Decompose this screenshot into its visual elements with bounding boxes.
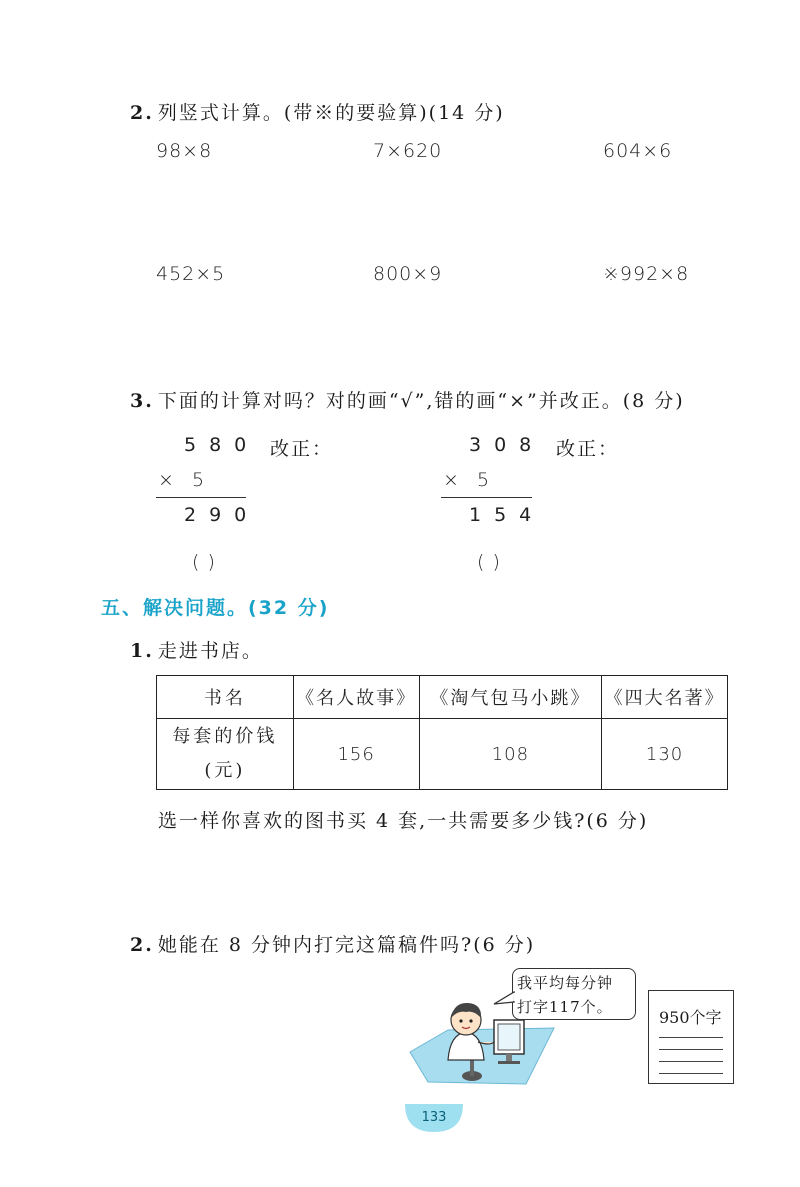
right-result: 154 <box>469 504 545 526</box>
left-answer-paren[interactable]: ( ) <box>192 551 216 573</box>
page-number: 133 <box>421 1110 447 1125</box>
left-top-number: 580 <box>184 434 260 456</box>
q2-title: 2. 列竖式计算。(带※的要验算)(14 分) <box>130 102 505 124</box>
left-calc-line <box>156 497 246 498</box>
right-top-number: 308 <box>469 434 545 456</box>
expr-800x9: 800×9 <box>373 263 443 285</box>
book-name-cell: 《淘气包马小跳》 <box>419 676 602 719</box>
bubble-tail <box>492 988 516 1010</box>
expr-604x6: 604×6 <box>603 140 673 162</box>
right-answer-paren[interactable]: ( ) <box>477 551 501 573</box>
price-label-cell <box>157 719 294 790</box>
book-price-table <box>156 675 728 790</box>
p1-title: 1. 走进书店。 <box>130 640 263 662</box>
expr-452x5: 452×5 <box>156 263 226 285</box>
book-name-cell: 《名人故事》 <box>293 676 419 719</box>
table-row <box>157 676 728 719</box>
price-label-line1: 每套的价钱 <box>172 726 278 747</box>
page-number-badge <box>405 1104 463 1134</box>
left-fix-label: 改正： <box>270 438 334 460</box>
price-cell: 156 <box>293 719 419 790</box>
table-row <box>157 719 728 790</box>
bubble-line2: 打字117个。 <box>517 998 613 1016</box>
section-5-title: 五、解决问题。(32 分) <box>101 597 330 619</box>
bubble-line1: 我平均每分钟 <box>517 974 614 992</box>
expr-7x620: 7×620 <box>373 140 443 162</box>
book-name-cell: 《四大名著》 <box>602 676 728 719</box>
p2-title: 2. 她能在 8 分钟内打完这篇稿件吗?(6 分) <box>130 934 536 956</box>
expr-98x8: 98×8 <box>156 140 213 162</box>
note-word-count: 950个字 <box>659 1008 722 1027</box>
note-line <box>659 1073 723 1074</box>
q3-title: 3. 下面的计算对吗？对的画“√”,错的画“×”并改正。(8 分) <box>130 390 685 412</box>
note-line <box>659 1037 723 1038</box>
price-cell: 108 <box>419 719 602 790</box>
left-result: 290 <box>184 504 260 526</box>
right-calc-line <box>441 497 532 498</box>
left-multiplier: × 5 <box>158 469 211 491</box>
right-multiplier: × 5 <box>443 469 496 491</box>
p1-question: 选一样你喜欢的图书买 4 套,一共需要多少钱?(6 分) <box>158 810 649 832</box>
note-line <box>659 1061 723 1062</box>
right-fix-label: 改正： <box>556 438 620 460</box>
header-cell: 书名 <box>157 676 294 719</box>
note-line <box>659 1049 723 1050</box>
expr-992x8: ※992×8 <box>603 263 690 285</box>
price-label-line2: (元) <box>204 760 246 781</box>
speech-bubble <box>512 968 636 1020</box>
price-cell: 130 <box>602 719 728 790</box>
manuscript-note <box>648 990 734 1084</box>
